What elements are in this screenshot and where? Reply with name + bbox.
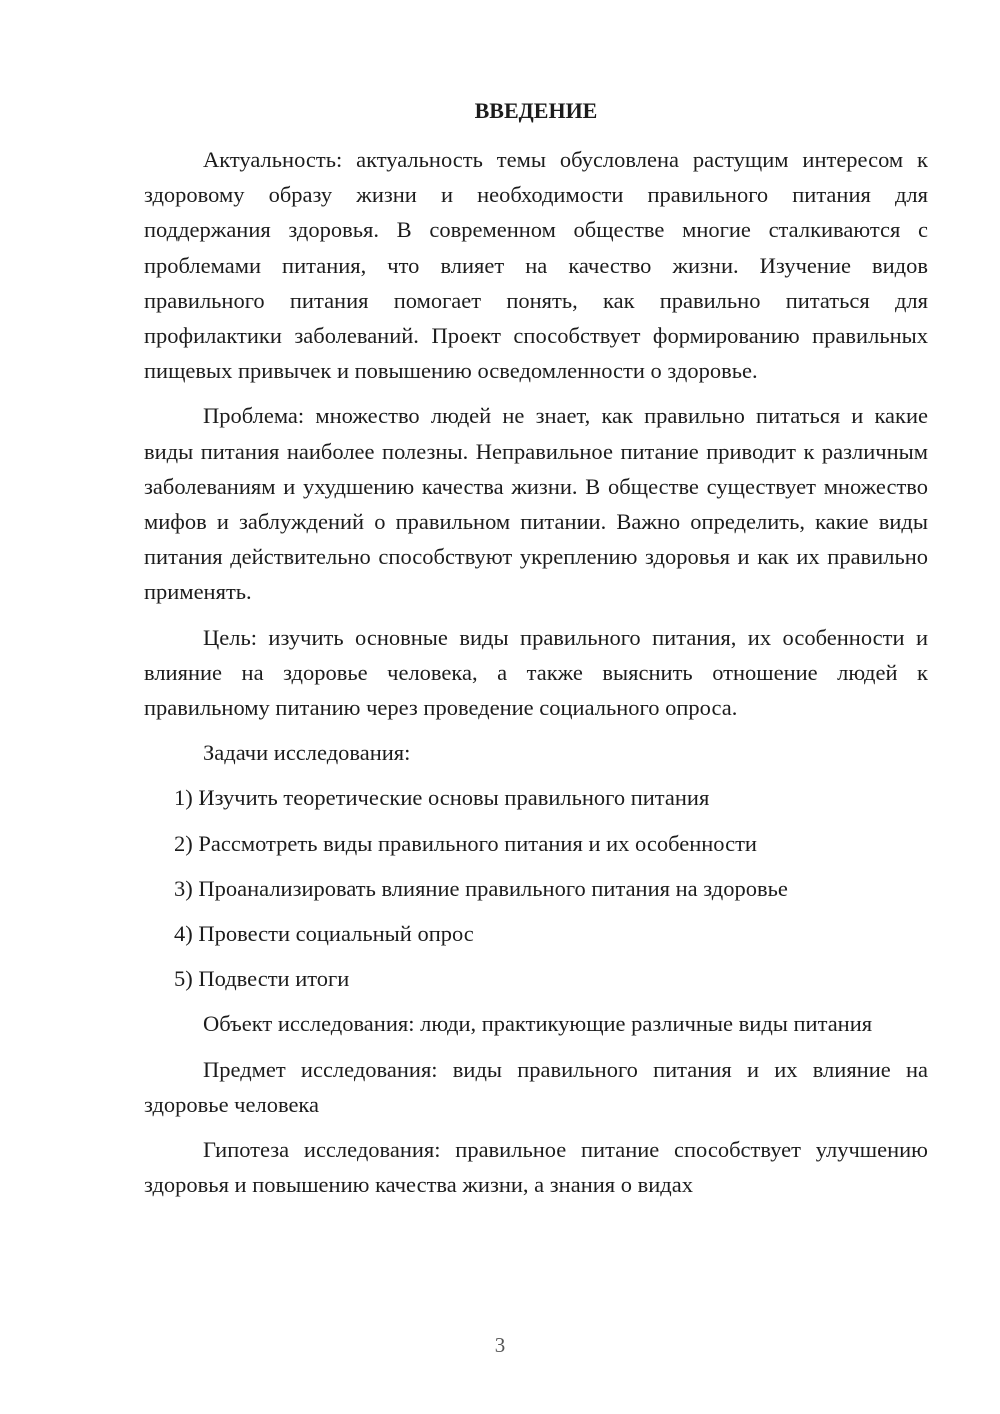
hypothesis-paragraph: Гипотеза исследования: правильное питание способствует улучшению здоровья и повышению качества жизни, а знания о видах xyxy=(144,1137,928,1198)
section-heading: ВВЕДЕНИЕ xyxy=(474,98,598,123)
task-item: 2) Рассмотреть виды правильного питания и их особенности xyxy=(174,830,757,856)
task-item: 5) Подвести итоги xyxy=(174,966,350,992)
object-paragraph: Объект исследования: люди, практикующие различные виды питания xyxy=(203,1011,873,1037)
page-number: 3 xyxy=(494,1333,506,1357)
task-item: 1) Изучить теоретические основы правильного питания xyxy=(174,785,710,811)
task-item: 4) Провести социальный опрос xyxy=(174,921,474,947)
relevance-paragraph: Актуальность: актуальность темы обусловлена растущим интересом к здоровому образу жизни и необходимости правильного питания для поддержания здоровья. В современном обществе многие сталкиваются с проблемами питания, что влияет на качество жизни. Изучение видов правильного питания помогает понять, как правильно питаться для профилактики заболеваний. Проект способствует формированию правильных пищевых привычек и повышению осведомленности о здоровье. xyxy=(144,147,928,384)
tasks-label: Задачи исследования: xyxy=(203,740,411,766)
tasks-list xyxy=(144,780,928,996)
goal-paragraph: Цель: изучить основные виды правильного питания, их особенности и влияние на здоровье человека, а также выяснить отношение людей к правильному питанию через проведение социального опроса. xyxy=(144,624,928,721)
document-body xyxy=(144,93,928,1212)
subject-paragraph: Предмет исследования: виды правильного питания и их влияние на здоровье человека xyxy=(144,1056,928,1117)
task-item: 3) Проанализировать влияние правильного питания на здоровье xyxy=(174,875,788,901)
problem-paragraph: Проблема: множество людей не знает, как правильно питаться и какие виды питания наиболее полезны. Неправильное питание приводит к различным заболеваниям и ухудшению качества жизни. В обществе существует множество мифов и заблуждений о правильном питании. Важно определить, какие виды питания действительно способствуют укреплению здоровья и как их правильно применять. xyxy=(144,403,928,605)
